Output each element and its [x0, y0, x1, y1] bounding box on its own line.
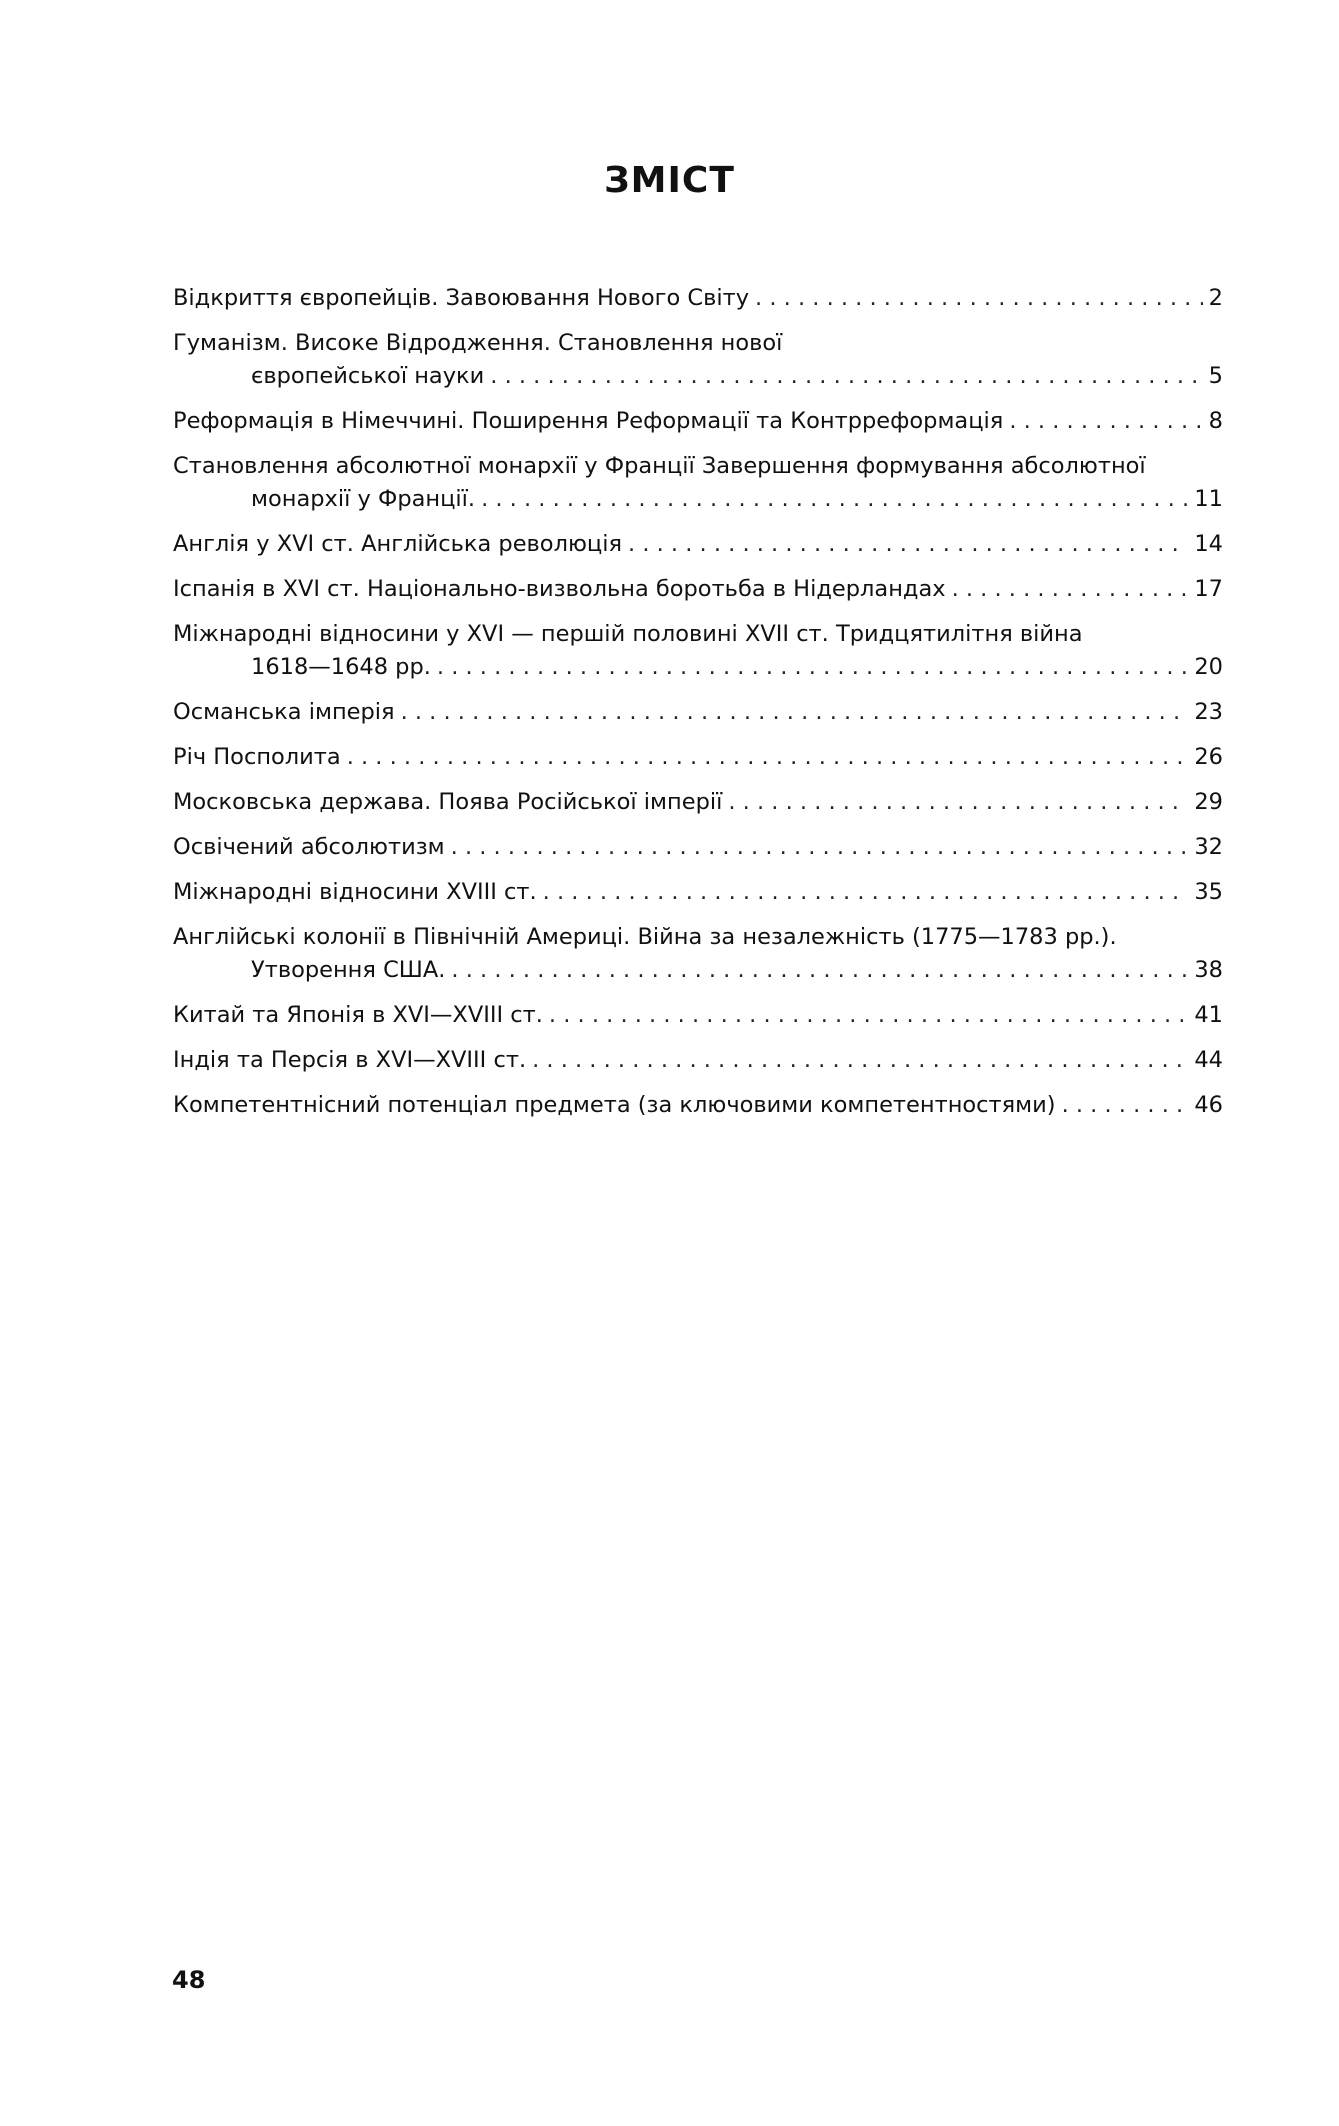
toc-entry-title: Компетентнісний потенціал предмета (за ключовими компетентностями) — [173, 1092, 1056, 1118]
toc-entry-line — [173, 999, 1223, 1032]
toc-entry-title: Китай та Японія в XVI—XVIII ст. — [173, 1002, 543, 1028]
toc-entry-line — [173, 876, 1223, 909]
toc-page-number: 17 — [1194, 576, 1223, 602]
toc-entry — [173, 876, 1223, 909]
toc-entry-title-line: Міжнародні відносини у XVI — першій половині XVII ст. Тридцятилітня війна — [173, 621, 1083, 647]
dot-leader — [543, 876, 1189, 909]
toc-entry — [173, 528, 1223, 561]
toc-entry-title: Утворення США. — [251, 957, 446, 983]
toc-page-number: 32 — [1194, 834, 1223, 860]
dot-leader — [532, 1044, 1188, 1077]
toc-entry — [173, 327, 1223, 393]
toc-entry-line — [173, 696, 1223, 729]
toc-entry-title-line: Гуманізм. Високе Відродження. Становлення нової — [173, 330, 783, 356]
toc-page-number: 38 — [1194, 957, 1223, 983]
toc-entry — [173, 921, 1223, 987]
toc-entry-title: європейської науки — [251, 363, 485, 389]
toc-page-number: 41 — [1194, 1002, 1223, 1028]
dot-leader — [451, 954, 1188, 987]
toc-entry-line — [173, 360, 1223, 393]
toc-entry-title: Освічений абсолютизм — [173, 834, 445, 860]
toc-entry — [173, 573, 1223, 606]
toc-entry-title: Відкриття європейців. Завоювання Нового Світу — [173, 285, 750, 311]
toc-page-number: 23 — [1194, 699, 1223, 725]
toc-entry — [173, 786, 1223, 819]
toc-entry — [173, 282, 1223, 315]
toc-entry — [173, 450, 1223, 516]
dot-leader — [451, 831, 1189, 864]
toc-entry — [173, 405, 1223, 438]
toc-page-number: 46 — [1194, 1092, 1223, 1118]
toc-entry — [173, 618, 1223, 684]
dot-leader — [490, 360, 1202, 393]
dot-leader — [1062, 1089, 1189, 1122]
toc-entry — [173, 741, 1223, 774]
toc-entry — [173, 1089, 1223, 1122]
toc-entry-title: Річ Посполита — [173, 744, 341, 770]
toc-entry-title: Міжнародні відносини XVIII ст. — [173, 879, 537, 905]
toc-page-number: 11 — [1194, 486, 1223, 512]
dot-leader — [728, 786, 1188, 819]
toc-entry-line — [173, 1044, 1223, 1077]
toc-entry-line — [173, 405, 1223, 438]
dot-leader — [401, 696, 1189, 729]
dot-leader — [628, 528, 1188, 561]
toc-entry — [173, 1044, 1223, 1077]
toc-entry-title-line: Англійські колонії в Північній Америці. Війна за незалежність (1775—1783 рр.). — [173, 924, 1117, 950]
toc-entry-line — [173, 1089, 1223, 1122]
toc-entry-title: Іспанія в XVI ст. Національно-визвольна боротьба в Нідерландах — [173, 576, 946, 602]
dot-leader — [549, 999, 1188, 1032]
toc-entry-line — [173, 786, 1223, 819]
toc-entry-title-line: Становлення абсолютної монархії у Франції Завершення формування абсолютної — [173, 453, 1146, 479]
toc-page-number: 29 — [1194, 789, 1223, 815]
toc-entry — [173, 831, 1223, 864]
toc-entry-title: монархії у Франції. — [251, 486, 476, 512]
dot-leader — [755, 282, 1203, 315]
toc-entry-title: Індія та Персія в XVI—XVIII ст. — [173, 1047, 527, 1073]
toc-entry-title: Реформація в Німеччині. Поширення Реформації та Контрреформація — [173, 408, 1004, 434]
toc-entry-line — [173, 573, 1223, 606]
toc-entry — [173, 696, 1223, 729]
toc-page-number: 2 — [1208, 285, 1223, 311]
page-title: ЗМІСТ — [604, 160, 735, 201]
toc-entry-line — [173, 741, 1223, 774]
toc-entry-line — [173, 483, 1223, 516]
toc-entry-line — [173, 954, 1223, 987]
toc-page-number: 8 — [1208, 408, 1223, 434]
toc-entry — [173, 999, 1223, 1032]
toc-entry-title: Османська імперія — [173, 699, 395, 725]
toc-page-number: 26 — [1194, 744, 1223, 770]
toc-entry-title: Московська держава. Поява Російської імперії — [173, 789, 723, 815]
toc-entry-title: 1618—1648 рр. — [251, 654, 431, 680]
toc-entry-line — [173, 282, 1223, 315]
toc-entry-line — [173, 831, 1223, 864]
dot-leader — [1009, 405, 1202, 438]
toc-entry-line — [173, 528, 1223, 561]
toc-page-number: 35 — [1194, 879, 1223, 905]
dot-leader — [347, 741, 1189, 774]
dot-leader — [952, 573, 1189, 606]
toc-entry-line — [173, 651, 1223, 684]
toc-page-number: 44 — [1194, 1047, 1223, 1073]
toc-entry-title: Англія у XVI ст. Англійська революція — [173, 531, 623, 557]
toc-page-number: 14 — [1194, 531, 1223, 557]
table-of-contents — [173, 282, 1223, 1134]
page-number-footer: 48 — [172, 1966, 206, 1994]
dot-leader — [437, 651, 1188, 684]
toc-page-number: 5 — [1208, 363, 1223, 389]
dot-leader — [481, 483, 1188, 516]
toc-page-number: 20 — [1194, 654, 1223, 680]
